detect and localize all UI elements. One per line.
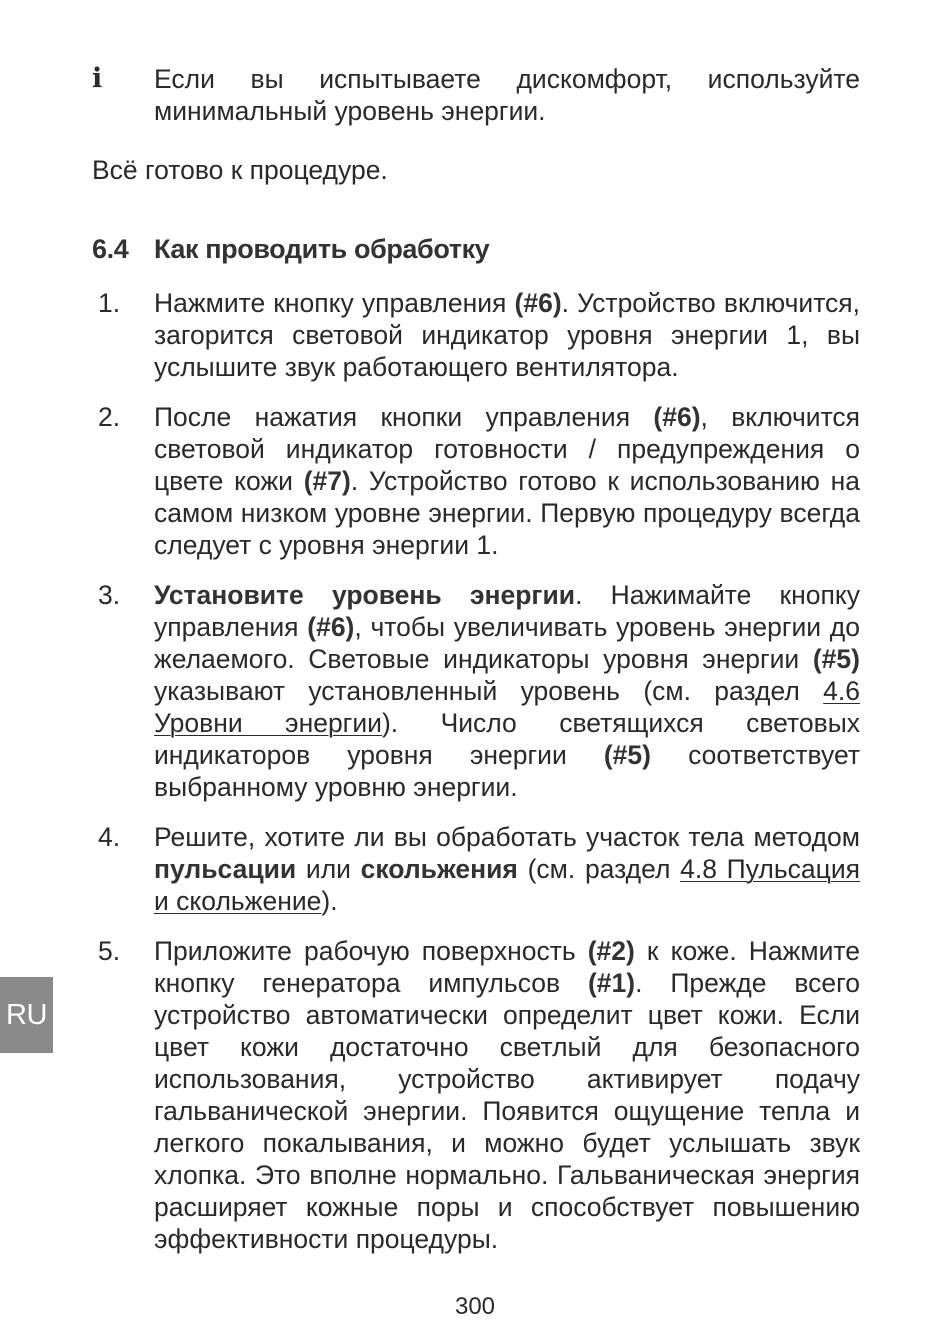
section-link-4-8[interactable]: 4.8 Пульсация и скольжение <box>154 854 860 916</box>
step-2 <box>92 401 860 561</box>
step-number: 2. <box>98 402 121 432</box>
step-4 <box>92 821 860 917</box>
step-5 <box>92 935 860 1255</box>
step-number: 5. <box>98 936 121 966</box>
step-text: Нажмите кнопку управления (#6). Устройство включится, загорится световой индикатор уровня энергии 1, вы услышите звук работающего вентилятора. <box>154 288 861 382</box>
info-icon: i <box>92 63 103 94</box>
step-3 <box>92 579 860 803</box>
step-number: 1. <box>98 288 121 318</box>
info-note-text: Если вы испытываете дискомфорт, используйте минимальный уровень энергии. <box>154 64 860 126</box>
steps-list <box>92 287 860 1273</box>
section-link-4-6[interactable]: 4.6 Уровни энергии <box>154 676 860 738</box>
step-number: 4. <box>98 822 121 852</box>
ready-text: Всё готово к процедуре. <box>92 155 388 185</box>
step-text: Установите уровень энергии. Нажимайте кнопку управления (#6), чтобы увеличивать уровень энергии до желаемого. Световые индикаторы уровня энергии (#5) указывают установленный уровень (см. раздел 4.6 Уровни энергии). Число светящихся световых индикаторов уровня энергии (#5) соответствует выбранному уровню энергии. <box>154 580 861 802</box>
step-text: Приложите рабочую поверхность (#2) к коже. Нажмите кнопку генератора импульсов (#1). Прежде всего устройство автоматически определит цвет кожи. Если цвет кожи достаточно светлый для безопасного использования, устройство активирует подачу гальванической энергии. Появится ощущение тепла и легкого покалывания, и можно будет услышать звук хлопка. Это вполне нормально. Гальваническая энергия расширяет кожные поры и способствует повышению эффективности процедуры. <box>154 936 860 1254</box>
section-title: Как проводить обработку <box>154 234 490 264</box>
step-number: 3. <box>98 580 121 610</box>
section-number: 6.4 <box>92 234 129 264</box>
language-tab: RU <box>0 977 53 1053</box>
section-heading <box>92 232 860 266</box>
step-1 <box>92 287 860 383</box>
step-text: Решите, хотите ли вы обработать участок тела методом пульсации или скольжения (см. раздел 4.8 Пульсация и скольжение). <box>154 822 860 916</box>
step-text: После нажатия кнопки управления (#6), включится световой индикатор готовности / предупреждения о цвете кожи (#7). Устройство готово к использованию на самом низком уровне энергии. Первую процедуру всегда следует с уровня энергии 1. <box>154 402 861 560</box>
page-number: 300 <box>454 1293 496 1320</box>
